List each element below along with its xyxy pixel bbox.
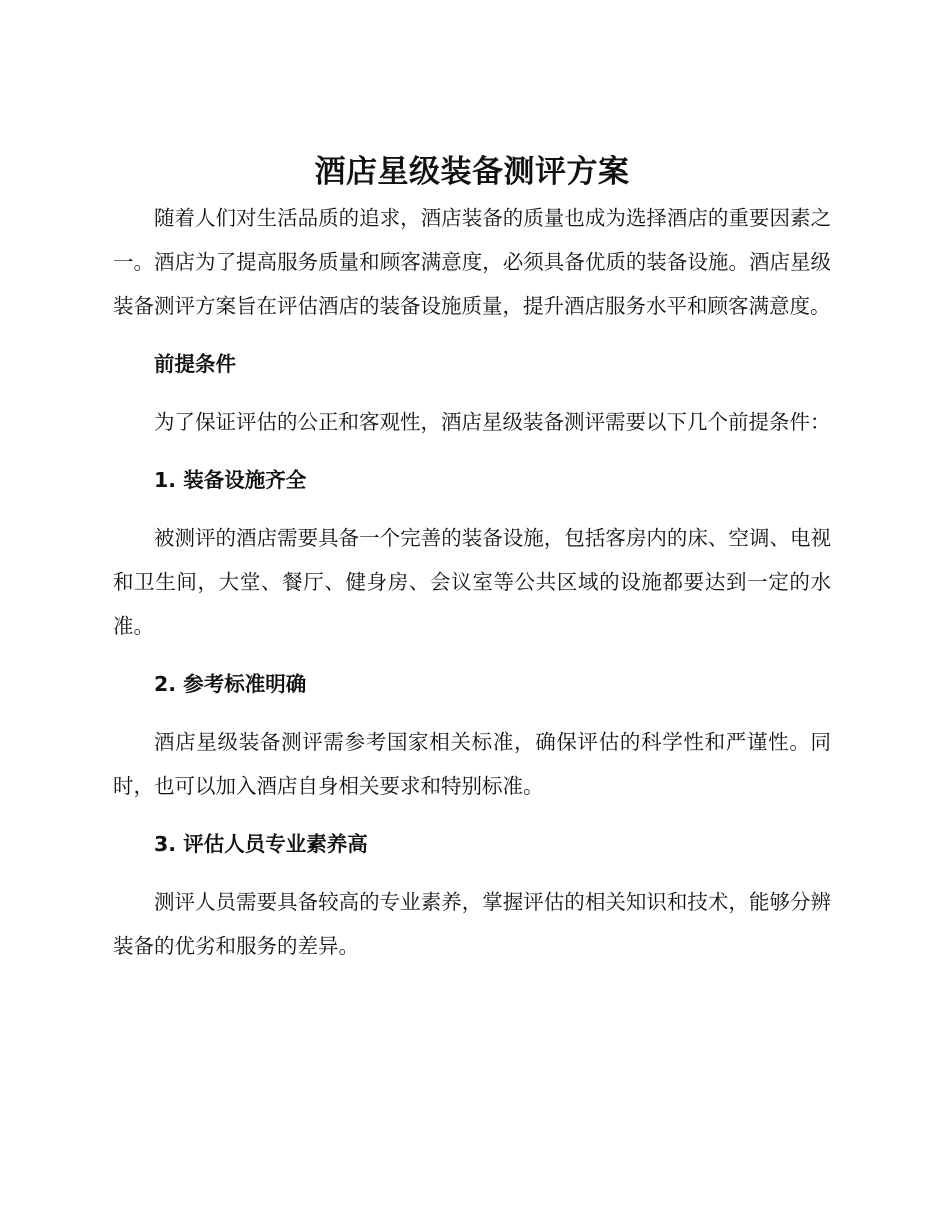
document-content <box>113 150 831 968</box>
section-1-heading: 1. 装备设施齐全 <box>154 468 307 492</box>
section-2-heading: 2. 参考标准明确 <box>154 672 307 696</box>
section-3-heading: 3. 评估人员专业素养高 <box>154 832 368 856</box>
prerequisites-heading: 前提条件 <box>154 352 236 376</box>
document-title: 酒店星级装备测评方案 <box>314 154 630 190</box>
section-2-body: 酒店星级装备测评需参考国家相关标准，确保评估的科学性和严谨性。同时，也可以加入酒店自身相关要求和特别标准。 <box>113 730 831 798</box>
section-3-body: 测评人员需要具备较高的专业素养，掌握评估的相关知识和技术，能够分辨装备的优劣和服务的差异。 <box>113 890 831 958</box>
section-1-body: 被测评的酒店需要具备一个完善的装备设施，包括客房内的床、空调、电视和卫生间，大堂、餐厅、健身房、会议室等公共区域的设施都要达到一定的水准。 <box>113 526 831 638</box>
prerequisites-intro-paragraph: 为了保证评估的公正和客观性，酒店星级装备测评需要以下几个前提条件： <box>154 410 831 434</box>
intro-paragraph: 随着人们对生活品质的追求，酒店装备的质量也成为选择酒店的重要因素之一。酒店为了提高服务质量和顾客满意度，必须具备优质的装备设施。酒店星级装备测评方案旨在评估酒店的装备设施质量，提升酒店服务水平和顾客满意度。 <box>113 206 831 318</box>
